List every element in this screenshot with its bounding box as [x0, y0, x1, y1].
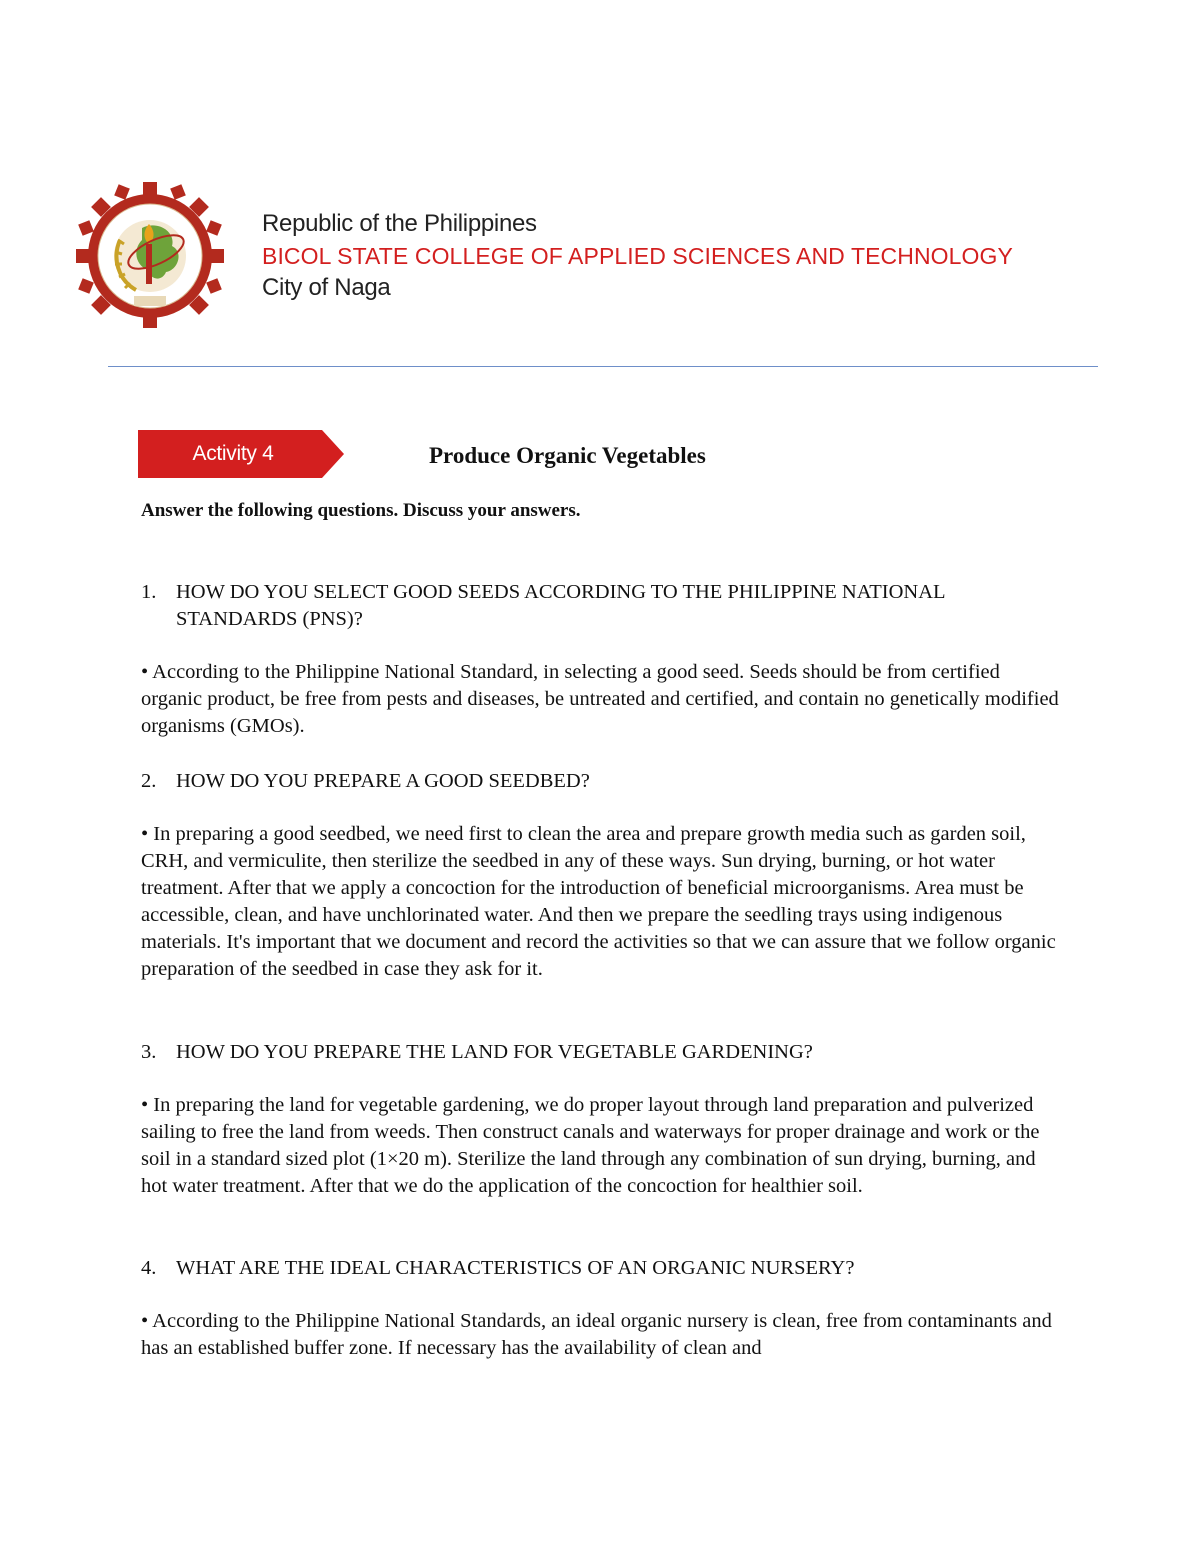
question-block-2	[141, 768, 1061, 983]
question-block-3	[141, 1039, 1061, 1200]
question-4	[141, 1255, 1061, 1282]
question-text: WHAT ARE THE IDEAL CHARACTERISTICS OF AN ORGANIC NURSERY?	[176, 1257, 855, 1279]
question-1	[141, 579, 1061, 633]
answer-4: • According to the Philippine National Standards, an ideal organic nursery is clean, free from contaminants and has an established buffer zone. If necessary has the availability of clean and	[141, 1310, 1052, 1359]
answer-1: • According to the Philippine National Standard, in selecting a good seed. Seeds should be from certified organic product, be free from pests and diseases, be untreated and certified, and contain no genetically modified organisms (GMOs).	[141, 661, 1059, 737]
question-text: HOW DO YOU PREPARE THE LAND FOR VEGETABLE GARDENING?	[176, 1041, 813, 1063]
college-seal-icon	[72, 180, 232, 330]
question-block-4	[141, 1255, 1061, 1362]
question-number: 2.	[141, 770, 157, 792]
question-number: 4.	[141, 1257, 157, 1279]
question-number: 1.	[141, 581, 157, 603]
header-divider	[108, 366, 1098, 367]
question-3	[141, 1039, 1061, 1066]
question-block-1	[141, 579, 1061, 740]
answer-3: • In preparing the land for vegetable gardening, we do proper layout through land preparation and pulverized sailing to free the land from weeds. Then construct canals and waterways for proper drainage and work or the soil in a standard sized plot (1×20 m). Sterilize the land through any combination of sun drying, burning, and hot water treatment. After that we do the application of the concoction for healthier soil.	[141, 1094, 1040, 1197]
country-line: Republic of the Philippines	[262, 210, 537, 237]
answer-2: • In preparing a good seedbed, we need first to clean the area and prepare growth media such as garden soil, CRH, and vermiculite, then sterilize the seedbed in any of these ways. Sun drying, burning, or hot water treatment. After that we apply a concoction for the introduction of beneficial microorganisms. Area must be accessible, clean, and have unchlorinated water. And then we prepare the seedling trays using indigenous materials. It's important that we document and record the activities so that we can assure that we follow organic preparation of the seedbed in case they ask for it.	[141, 823, 1056, 980]
city-line: City of Naga	[262, 274, 391, 301]
instructions: Answer the following questions. Discuss your answers.	[141, 500, 581, 521]
college-name: BICOL STATE COLLEGE OF APPLIED SCIENCES AND TECHNOLOGY	[262, 243, 1013, 269]
question-text: HOW DO YOU PREPARE A GOOD SEEDBED?	[176, 770, 590, 792]
institution-header	[262, 208, 1013, 304]
activity-badge-label: Activity 4	[192, 442, 274, 465]
activity-title: Produce Organic Vegetables	[429, 443, 706, 468]
question-number: 3.	[141, 1041, 157, 1063]
question-2	[141, 768, 1061, 795]
question-text: HOW DO YOU SELECT GOOD SEEDS ACCORDING TO THE PHILIPPINE NATIONAL STANDARDS (PNS)?	[176, 581, 945, 630]
